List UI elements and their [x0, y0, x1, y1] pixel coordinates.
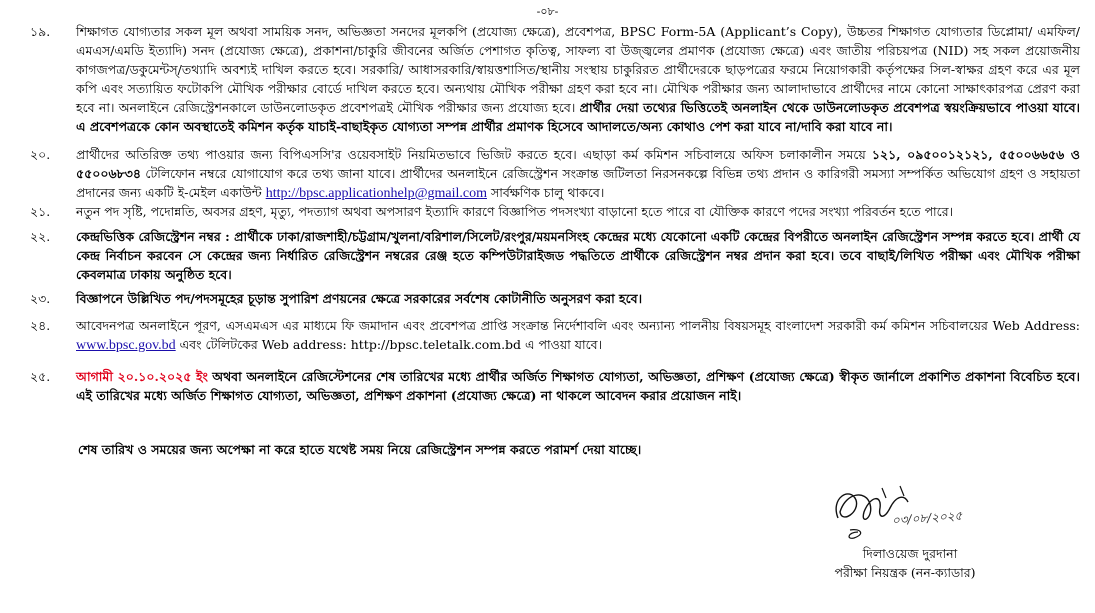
- clause-number: ১৯.: [30, 24, 51, 39]
- clause-number: ২৫.: [30, 369, 51, 384]
- phone-numbers: ১২১, ০৯৫০০১২১২১, ৫৫০০৬৬৫৬ ও ৫৫০০৬৮৩৪: [76, 147, 1080, 181]
- clause-text: টেলিফোন নম্বরে যোগাযোগ করে তথ্য জানা যাবে। প্রার্থীদের অনলাইনে রেজিস্ট্রেশন সংক্রান্ত জটিলতা নিরসনকল্পে বিভিন্ন তথ্য প্রদান ও কারিগরী সমস্যা সম্পর্কিত অভিযোগ গ্রহণ ও সহায়তা প্রদানের জন্য একটি ই-মেইল একাউন্ট: [76, 166, 1080, 200]
- clause-body: নতুন পদ সৃষ্টি, পদোন্নতি, অবসর গ্রহণ, মৃত্যু, পদত্যাগ অথবা অপসারণ ইত্যাদি কারণে বিজ্ঞাপিত পদসংখ্যা বাড়ানো হতে পারে বা যৌক্তিক কারণে পদের সংখ্যা পরিবর্তন হতে পারে।: [76, 204, 954, 219]
- clause-body: কেন্দ্রভিত্তিক রেজিস্ট্রেশন নম্বর : প্রার্থীকে ঢাকা/রাজশাহী/চট্টগ্রাম/খুলনা/বরিশাল/সিলেট/রংপুর/ময়মনসিংহ কেন্দ্রের মধ্যে যেকোনো একটি কেন্দ্রের বিপরীতে অনলাইন রেজিস্ট্রেশন সম্পন্ন করতে হবে। প্রার্থী যে কেন্দ্র নির্বাচন করবেন সে কেন্দ্রের জন্য নির্ধারিত রেজিস্ট্রেশন নম্বরের রেঞ্জ হতে কম্পিউটারাইজড পদ্ধতিতে প্রার্থীকে রেজিস্ট্রেশন নম্বর প্রদান করা হবে। তবে বাছাই/লিখিত পরীক্ষা এবং মৌখিক পরীক্ষা কেবলমাত্র ঢাকায় অনুষ্ঠিত হবে।: [76, 229, 1080, 282]
- clause-text: সার্বক্ষণিক চালু থাকবে।: [490, 185, 605, 200]
- clause-21: [30, 202, 1080, 221]
- clause-number: ২০.: [30, 147, 51, 162]
- clause-number: ২১.: [30, 204, 51, 219]
- signature-date: ০৩/০৮/২০২৫: [891, 508, 963, 528]
- clause-24: [30, 316, 1080, 355]
- clause-19: [30, 22, 1080, 136]
- clause-20: [30, 145, 1080, 203]
- signer-title: পরীক্ষা নিয়ন্ত্রক (নন-ক্যাডার): [834, 565, 976, 580]
- bpsc-website-link[interactable]: www.bpsc.gov.bd: [76, 338, 176, 353]
- clause-number: ২২.: [30, 229, 51, 244]
- clause-bold-text: অথবা অনলাইনে রেজিস্টেশনের শেষ তারিখের মধ্যে প্রার্থীর অর্জিত শিক্ষাগত যোগ্যতা, অভিজ্ঞতা, প্রশিক্ষণ (প্রযোজ্য ক্ষেত্রে) স্বীকৃত জার্নালে প্রকাশিত প্রকাশনা বিবেচিত হবে। এই তারিখের মধ্যে অর্জিত শিক্ষাগত যোগ্যতা, অভিজ্ঞতা, প্রশিক্ষণ প্রকাশনা (প্রযোজ্য ক্ষেত্রে) না থাকলে আবেদন করার প্রয়োজন নাই।: [76, 369, 1080, 403]
- clause-bold-text: প্রার্থীর দেয়া তথ্যের ভিত্তিতেই অনলাইন থেকে ডাউনলোডকৃত প্রবেশপত্র স্বয়ংক্রিয়ভাবে পাওয়া যাবে। এ প্রবেশপত্রকে কোন অবস্থাতেই কমিশন কর্তৃক যাচাই-বাছাইকৃত যোগ্যতা সম্পন্ন প্রার্থীর প্রমাণক হিসেবে আদালতে/অন্য কোথাও পেশ করা যাবে না/দাবি করা যাবে না।: [76, 100, 1080, 134]
- help-email-link[interactable]: http://bpsc.applicationhelp@gmail.com: [265, 186, 487, 201]
- clause-25: [30, 367, 1080, 405]
- clause-body: বিজ্ঞাপনে উল্লিখিত পদ/পদসমূহের চূড়ান্ত সুপারিশ প্রণয়নের ক্ষেত্রে সরকারের সর্বশেষ কোটানীতি অনুসরণ করা হবে।: [76, 291, 643, 306]
- clause-body: [76, 22, 1080, 136]
- clause-22: [30, 227, 1080, 284]
- clause-23: [30, 289, 1080, 308]
- clause-text: শিক্ষাগত যোগ্যতার সকল মূল অথবা সাময়িক সনদ, অভিজ্ঞতা সনদের মূলকপি (প্রযোজ্য ক্ষেত্রে), প্রবেশপত্র, BPSC Form-5A (Applicant’s Copy), উচ্চতর শিক্ষাগত যোগ্যতার ডিপ্লোমা/ এমফিল/এমএস/এমডি ইত্যাদি) সনদ (প্রযোজ্য ক্ষেত্রে), প্রকাশনা/চাকুরি জীবনের অর্জিত পেশাগত কৃতিত্ব, সাফল্য বা উজ্জ্বলের প্রমাণক (প্রযোজ্য ক্ষেত্রে) এবং জাতীয় পরিচয়পত্র (NID) সহ সকল প্রয়োজনীয় কাগজপত্র/ডকুমেন্টস্/তথ্যাদি অবশ্যই দাখিল করতে হবে। সরকারি/ আধাসরকারি/স্বায়ত্তশাসিত/স্থানীয় সংস্থায় চাকুরিরত প্রার্থীদেরকে ছাড়পত্রের ফরমে নিয়োগকারী কর্তৃপক্ষের সিল-স্বাক্ষর গ্রহণ করে এর মূল কপি এবং সত্যায়িত ফটোকপি মৌখিক পরীক্ষার বোর্ডে দাখিল করতে হবে। অন্যথায় মৌখিক পরীক্ষা গ্রহণ করা হবে না। মৌখিক পরীক্ষার জন্য আলাদাভাবে প্রার্থীদের নামে কোনো সাক্ষাৎকারপত্র প্রেরণ করা হবে না। অনলাইনে রেজিস্ট্রেশনকালে ডাউনলোডকৃত প্রবেশপত্রই মৌখিক পরীক্ষার জন্য প্রযোজ্য হবে।: [76, 24, 1080, 115]
- deadline-date: আগামী ২০.১০.২০২৫ ইং: [76, 369, 208, 384]
- clause-body: [76, 367, 1080, 405]
- clause-body: [76, 145, 1080, 203]
- clause-text: প্রার্থীদের অতিরিক্ত তথ্য পাওয়ার জন্য বিপিএসসি'র ওয়েবসাইট নিয়মিতভাবে ভিজিট করতে হবে। এছাড়া কর্ম কমিশন সচিবালয়ে অফিস চলাকালীন সময়ে: [76, 147, 866, 162]
- clause-number: ২৪.: [30, 318, 51, 333]
- clause-number: ২৩.: [30, 291, 51, 306]
- clause-text: আবেদনপত্র অনলাইনে পূরণ, এসএমএস এর মাধ্যমে ফি জমাদান এবং প্রবেশপত্র প্রাপ্তি সংক্রান্ত নির্দেশাবলি এবং অন্যান্য পালনীয় বিষয়সমূহ বাংলাদেশ সরকারী কর্ম কমিশন সচিবালয়ের Web Address:: [76, 318, 1080, 333]
- signer-name: দিলাওয়েজ দুরদানা: [862, 546, 958, 561]
- clause-body: [76, 316, 1080, 355]
- closing-note: শেষ তারিখ ও সময়ের জন্য অপেক্ষা না করে হাতে যথেষ্ট সময় নিয়ে রেজিস্ট্রেশন সম্পন্ন করতে পরামর্শ দেয়া যাচ্ছে।: [78, 442, 642, 457]
- page-number: -০৮-: [536, 5, 559, 18]
- clause-text: এবং টেলিটকের Web address: http://bpsc.teletalk.com.bd এ পাওয়া যাবে।: [179, 337, 603, 352]
